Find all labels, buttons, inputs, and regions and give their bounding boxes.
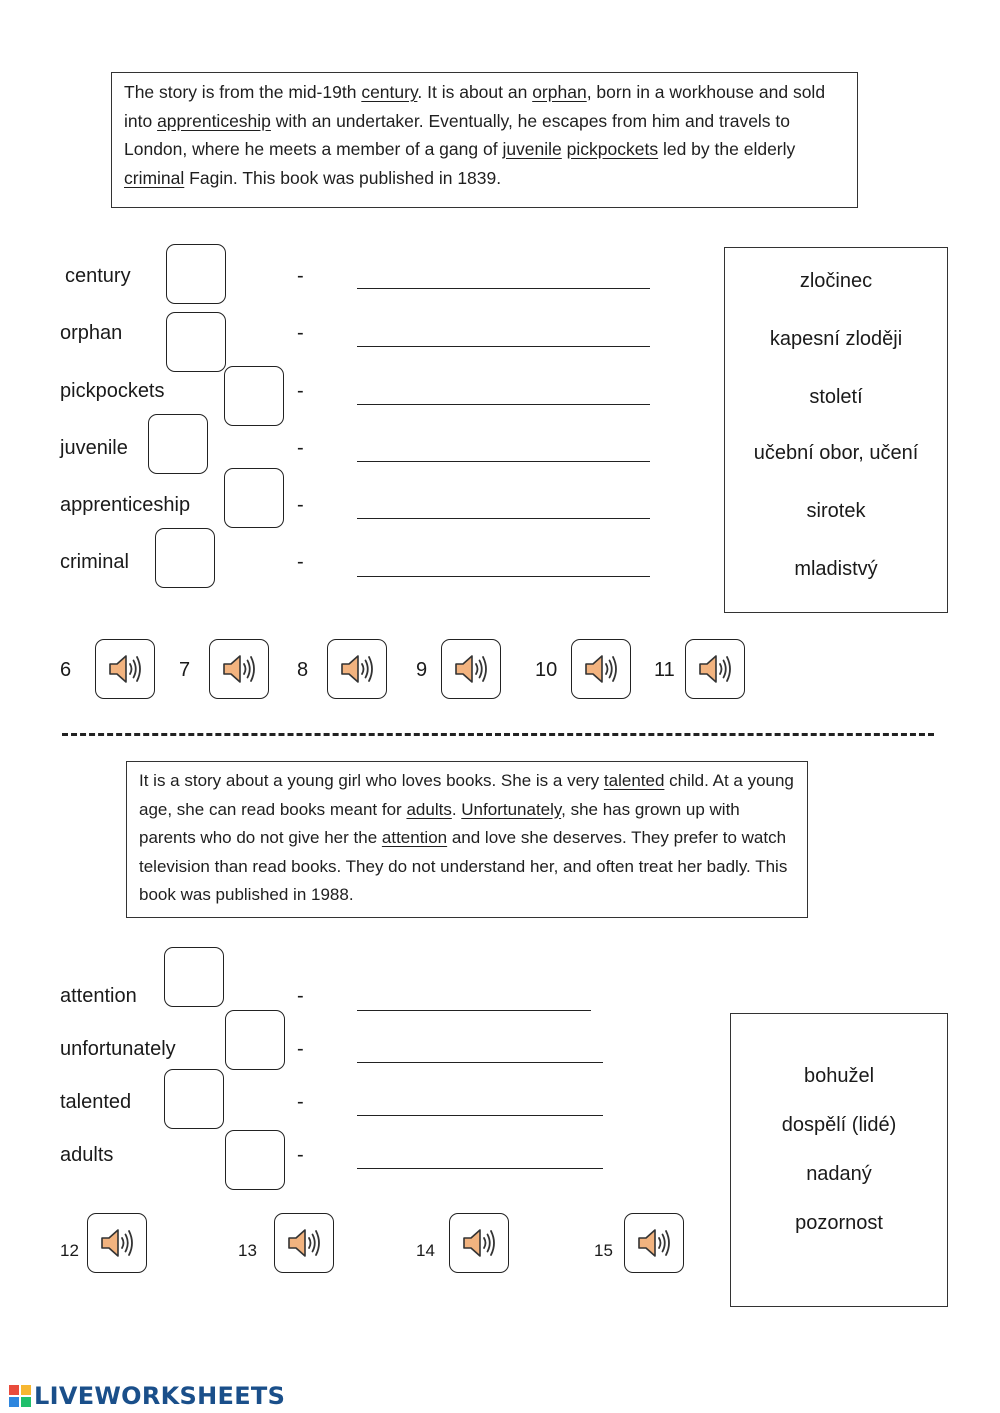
passage-text: , born in a workhouse and sold into (124, 82, 826, 131)
dash: - (297, 1144, 304, 1166)
bank-item[interactable]: kapesní zloději (769, 328, 903, 350)
translation-line-criminal[interactable] (357, 576, 650, 577)
vocab-word-unfortunately: unfortunately (60, 1038, 176, 1060)
audio-button-12[interactable] (87, 1213, 147, 1273)
vocab-word-criminal: criminal (60, 551, 129, 573)
translation-line-talented[interactable] (357, 1115, 603, 1116)
audio-number: 8 (297, 659, 309, 681)
speaker-icon (696, 650, 734, 688)
liveworksheets-logo[interactable] (8, 1381, 285, 1411)
passage-text: led by the elderly (658, 139, 796, 159)
dash: - (297, 1038, 304, 1060)
logo-blocks-icon (8, 1384, 32, 1408)
passage-text: with an undertaker. Eventually, he escapes from him and travels to London, where he meets a member of a gang of (124, 110, 791, 159)
dash: - (297, 380, 304, 402)
translation-line-pickpockets[interactable] (357, 404, 650, 405)
dash: - (297, 265, 304, 287)
passage-text: child. At a young age, she can read books meant for (139, 771, 794, 819)
audio-number: 15 (594, 1241, 613, 1260)
bank-item[interactable]: století (809, 386, 863, 408)
vocab-word-apprenticeship: apprenticeship (60, 494, 191, 516)
vocab-word-century: century (65, 265, 131, 287)
passage-keyword: Unfortunately (461, 799, 562, 819)
bank-item[interactable]: zločinec (799, 270, 873, 292)
vocab-word-talented: talented (60, 1091, 132, 1113)
dash: - (297, 985, 304, 1007)
passage-keyword: century (361, 82, 418, 102)
answer-box-talented[interactable] (164, 1069, 224, 1129)
passage-keyword: attention (381, 828, 448, 847)
translation-line-juvenile[interactable] (357, 461, 650, 462)
speaker-icon (635, 1224, 673, 1262)
section-separator (62, 733, 934, 736)
word-bank-czech-2 (730, 1013, 948, 1307)
audio-button-6[interactable] (95, 639, 155, 699)
passage-text: . It is about an (417, 82, 533, 102)
dash: - (297, 551, 304, 573)
passage-text: . (451, 799, 462, 819)
audio-number: 7 (179, 659, 191, 681)
passage-oliver-twist (111, 72, 858, 208)
passage-text: It is a story about a young girl who loves books. She is a very (139, 771, 604, 790)
answer-box-apprenticeship[interactable] (224, 468, 284, 528)
logo-text: LIVEWORKSHEETS (34, 1382, 286, 1410)
bank-item[interactable]: pozornost (795, 1212, 883, 1234)
translation-line-adults[interactable] (357, 1168, 603, 1169)
passage-matilda (126, 761, 808, 918)
bank-item[interactable]: sirotek (806, 500, 866, 522)
vocab-word-juvenile: juvenile (60, 437, 128, 459)
answer-box-orphan[interactable] (166, 312, 226, 372)
vocab-word-orphan: orphan (60, 322, 123, 344)
bank-item[interactable]: nadaný (806, 1163, 872, 1185)
speaker-icon (338, 650, 376, 688)
translation-line-attention[interactable] (357, 1010, 591, 1011)
passage-text: The story is from the mid-19th (124, 82, 362, 102)
answer-box-attention[interactable] (164, 947, 224, 1007)
passage-text: and love she deserves. They prefer to watch television than read books. They do not understand her, and often treat her badly. This book was published in 1988. (139, 828, 788, 904)
speaker-icon (452, 650, 490, 688)
dash: - (297, 494, 304, 516)
audio-number: 14 (416, 1241, 435, 1260)
audio-button-9[interactable] (441, 639, 501, 699)
passage-keyword: juvenile (502, 139, 562, 159)
audio-button-10[interactable] (571, 639, 631, 699)
answer-box-pickpockets[interactable] (224, 366, 284, 426)
audio-number: 10 (535, 659, 558, 681)
audio-number: 12 (60, 1241, 79, 1260)
speaker-icon (582, 650, 620, 688)
dash: - (297, 322, 304, 344)
audio-button-11[interactable] (685, 639, 745, 699)
vocab-word-pickpockets: pickpockets (60, 380, 165, 402)
passage-text: Fagin. This book was published in 1839. (184, 167, 502, 188)
passage-keyword: pickpockets (566, 139, 659, 159)
translation-line-century[interactable] (357, 288, 650, 289)
bank-item[interactable]: dospělí (lidé) (781, 1114, 897, 1136)
audio-number: 9 (416, 659, 428, 681)
bank-item[interactable]: bohužel (803, 1065, 875, 1087)
passage-keyword: talented (603, 771, 665, 790)
audio-number: 11 (654, 659, 675, 681)
passage-keyword: orphan (532, 82, 587, 102)
answer-box-juvenile[interactable] (148, 414, 208, 474)
speaker-icon (106, 650, 144, 688)
bank-item[interactable]: mladistvý (794, 558, 878, 580)
translation-line-unfortunately[interactable] (357, 1062, 603, 1063)
bank-item[interactable]: učební obor, učení (753, 442, 919, 464)
vocab-word-attention: attention (60, 985, 137, 1007)
speaker-icon (220, 650, 258, 688)
translation-line-orphan[interactable] (357, 346, 650, 347)
speaker-icon (98, 1224, 136, 1262)
translation-line-apprenticeship[interactable] (357, 518, 650, 519)
audio-button-7[interactable] (209, 639, 269, 699)
vocab-word-adults: adults (60, 1144, 114, 1166)
audio-button-14[interactable] (449, 1213, 509, 1273)
audio-button-15[interactable] (624, 1213, 684, 1273)
answer-box-unfortunately[interactable] (225, 1010, 285, 1070)
word-bank-czech-1 (724, 247, 948, 613)
dash: - (297, 437, 304, 459)
answer-box-adults[interactable] (225, 1130, 285, 1190)
answer-box-criminal[interactable] (155, 528, 215, 588)
passage-text: , she has grown up with parents who do not give her the (139, 799, 740, 847)
dash: - (297, 1091, 304, 1113)
passage-keyword: adults (406, 799, 452, 819)
audio-button-13[interactable] (274, 1213, 334, 1273)
speaker-icon (460, 1224, 498, 1262)
passage-keyword: criminal (124, 167, 185, 188)
answer-box-century[interactable] (166, 244, 226, 304)
audio-number: 6 (60, 659, 72, 681)
passage-keyword: apprenticeship (157, 110, 271, 131)
audio-button-8[interactable] (327, 639, 387, 699)
audio-number: 13 (238, 1241, 257, 1260)
speaker-icon (285, 1224, 323, 1262)
